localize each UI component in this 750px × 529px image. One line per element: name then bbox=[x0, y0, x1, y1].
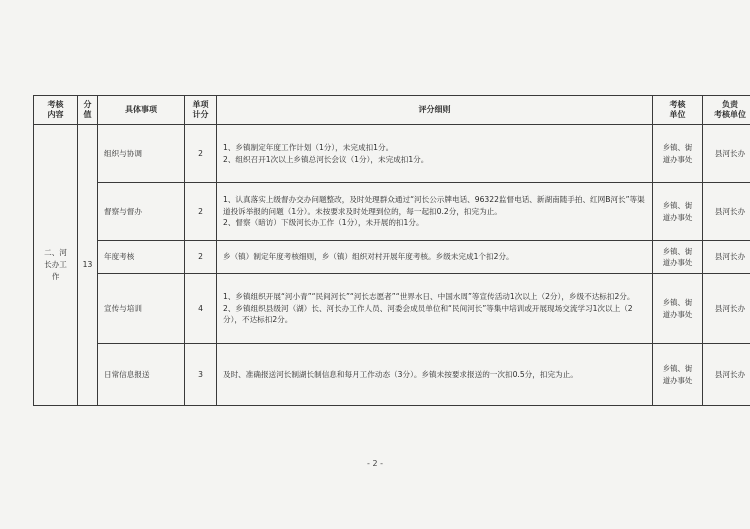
table-row bbox=[34, 274, 750, 344]
detail-cell: 1、乡镇组织开展“河小青”“民间河长”“河长志愿者”“世界水日、中国水周”等宣传活动1次以上（2分），乡级不达标扣2分。 2、乡镇组织县级河（湖）长、河长办工作人员、河委会成员单位和“民间河长”等集中培训或开展现场交流学习1次以上（2分），不达标扣2分。 bbox=[217, 274, 653, 344]
category-score-cell: 13 bbox=[78, 125, 98, 406]
unit-cell: 乡镇、街 道办事处 bbox=[653, 344, 703, 406]
table-row bbox=[34, 183, 750, 241]
header-unit-score: 单项 计分 bbox=[185, 96, 217, 125]
unit-cell: 乡镇、街 道办事处 bbox=[653, 125, 703, 183]
table-row bbox=[34, 344, 750, 406]
score-cell: 2 bbox=[185, 183, 217, 241]
resp-cell: 县河长办 bbox=[703, 274, 750, 344]
item-cell: 日常信息报送 bbox=[98, 344, 185, 406]
header-detail: 评分细则 bbox=[217, 96, 653, 125]
item-cell: 督察与督办 bbox=[98, 183, 185, 241]
item-cell: 组织与协调 bbox=[98, 125, 185, 183]
item-cell: 宣传与培训 bbox=[98, 274, 185, 344]
score-cell: 2 bbox=[185, 241, 217, 274]
resp-cell: 县河长办 bbox=[703, 183, 750, 241]
unit-cell: 乡镇、街 道办事处 bbox=[653, 183, 703, 241]
table-header-row bbox=[34, 96, 750, 125]
item-cell: 年度考核 bbox=[98, 241, 185, 274]
score-cell: 4 bbox=[185, 274, 217, 344]
header-resp-unit: 负责 考核单位 bbox=[703, 96, 750, 125]
table-row bbox=[34, 241, 750, 274]
table-row bbox=[34, 125, 750, 183]
score-cell: 2 bbox=[185, 125, 217, 183]
header-assess-unit: 考核 单位 bbox=[653, 96, 703, 125]
assessment-table bbox=[33, 95, 750, 406]
unit-cell: 乡镇、街 道办事处 bbox=[653, 241, 703, 274]
score-cell: 3 bbox=[185, 344, 217, 406]
header-item: 具体事项 bbox=[98, 96, 185, 125]
resp-cell: 县河长办 bbox=[703, 125, 750, 183]
header-content: 考核 内容 bbox=[34, 96, 78, 125]
detail-cell: 1、乡镇制定年度工作计划（1分），未完成扣1分。 2、组织召开1次以上乡镇总河长会议（1分），未完成扣1分。 bbox=[217, 125, 653, 183]
resp-cell: 县河长办 bbox=[703, 241, 750, 274]
resp-cell: 县河长办 bbox=[703, 344, 750, 406]
page-number: - 2 - bbox=[367, 459, 383, 468]
category-cell: 二、河 长办工 作 bbox=[34, 125, 78, 406]
detail-cell: 乡（镇）制定年度考核细则，乡（镇）组织对村开展年度考核。乡级未完成1个扣2分。 bbox=[217, 241, 653, 274]
header-score: 分 值 bbox=[78, 96, 98, 125]
detail-cell: 及时、准确报送河长制湖长制信息和每月工作动态（3分）。乡镇未按要求报送的一次扣0.5分，扣完为止。 bbox=[217, 344, 653, 406]
detail-cell: 1、认真落实上级督办交办问题整改，及时处理群众通过“河长公示牌电话、96322监督电话、新湖南随手拍、红网B河长”等渠道投诉举报的问题（1分）。未按要求及时处理到位的，每一起扣0.2分，扣完为止。 2、督察（暗访）下级河长办工作（1分），未开展的扣1分。 bbox=[217, 183, 653, 241]
unit-cell: 乡镇、街 道办事处 bbox=[653, 274, 703, 344]
